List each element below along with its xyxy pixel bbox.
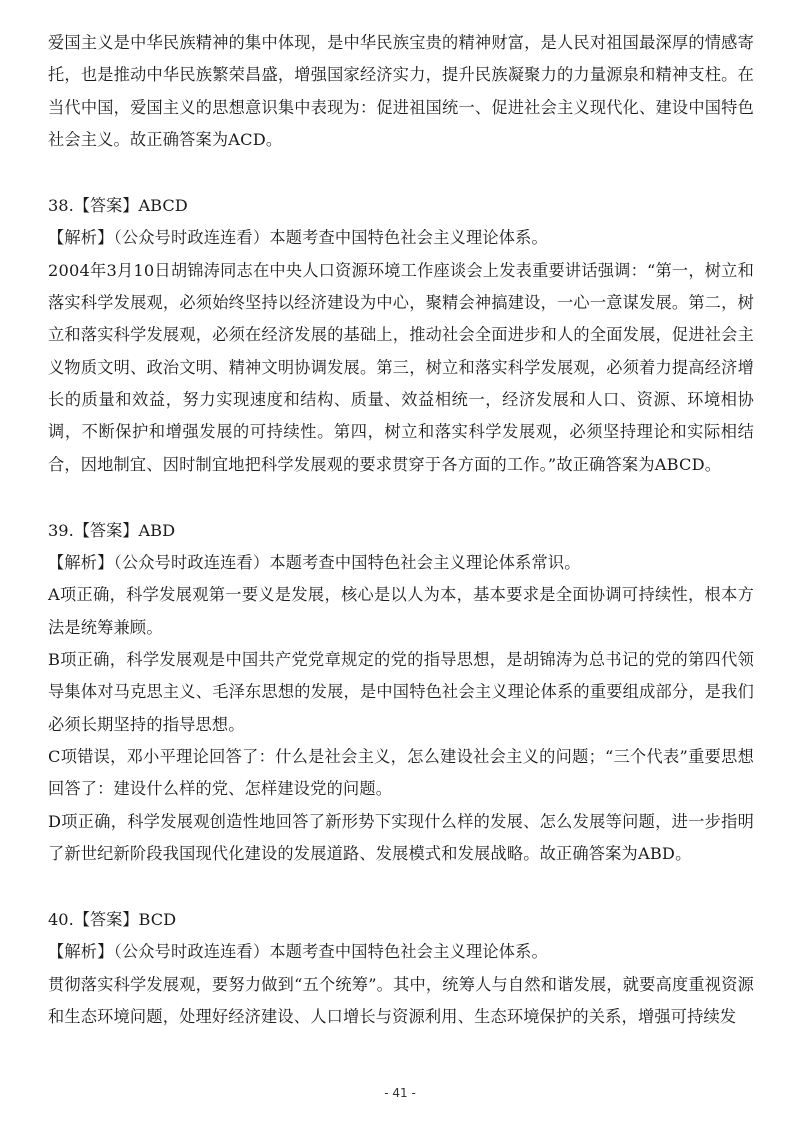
option-c-explanation: C项错误，邓小平理论回答了：什么是社会主义，怎么建设社会主义的问题；“三个代表”重要思想回答了：建设什么样的党、怎样建设党的问题。	[48, 746, 754, 799]
analysis-intro: 【解析】（公众号时政连连看）本题考查中国特色社会主义理论体系。	[48, 942, 548, 962]
analysis-intro: 【解析】（公众号时政连连看）本题考查中国特色社会主义理论体系。	[48, 228, 548, 248]
answer-heading: 38.【答案】ABCD	[48, 196, 188, 216]
analysis-body: 2004年3月10日胡锦涛同志在中央人口资源环境工作座谈会上发表重要讲话强调：“第一，树立和落实科学发展观，必须始终坚持以经济建设为中心，聚精会神搞建设，一心一意谋发展。第二，树立和落实科学发展观，必须在经济发展的基础上，推动社会全面进步和人的全面发展，促进社会主义物质文明、政治文明、精神文明协调发展。第三，树立和落实科学发展观，必须着力提高经济增长的质量和效益，努力实现速度和结构、质量、效益相统一，经济发展和人口、资源、环境相协调，不断保护和增强发展的可持续性。第四，树立和落实科学发展观，必须坚持理论和实际相结合，因地制宜、因时制宜地把科学发展观的要求贯穿于各方面的工作。”故正确答案为ABCD。	[48, 260, 754, 474]
section-gap	[48, 481, 754, 515]
section-gap	[48, 870, 754, 904]
question-38	[48, 190, 754, 481]
analysis-body: 贯彻落实科学发展观，要努力做到“五个统筹”。其中，统筹人与自然和谐发展，就要高度重视资源和生态环境问题，处理好经济建设、人口增长与资源利用、生态环境保护的关系，增强可持续发	[48, 974, 754, 1027]
option-a-explanation: A项正确，科学发展观第一要义是发展，核心是以人为本，基本要求是全面协调可持续性，根本方法是统筹兼顾。	[48, 585, 754, 637]
document-page	[48, 27, 754, 1033]
option-d-explanation: D项正确，科学发展观创造性地回答了新形势下实现什么样的发展、怎么发展等问题，进一步指明了新世纪新阶段我国现代化建设的发展道路、发展模式和发展战略。故正确答案为ABD。	[48, 811, 754, 863]
answer-heading: 39.【答案】ABD	[48, 520, 176, 540]
answer-heading: 40.【答案】BCD	[48, 910, 177, 930]
section-gap	[48, 156, 754, 190]
page-number: - 41 -	[384, 1086, 416, 1100]
question-39	[48, 515, 754, 870]
question-40	[48, 904, 754, 1033]
intro-paragraph: 爱国主义是中华民族精神的集中体现，是中华民族宝贵的精神财富，是人民对祖国最深厚的情感寄托，也是推动中华民族繁荣昌盛，增强国家经济实力，提升民族凝聚力的力量源泉和精神支柱。在当代中国，爱国主义的思想意识集中表现为：促进祖国统一、促进社会主义现代化、建设中国特色社会主义。故正确答案为ACD。	[48, 33, 754, 149]
option-b-explanation: B项正确，科学发展观是中国共产党党章规定的党的指导思想，是胡锦涛为总书记的党的第四代领导集体对马克思主义、毛泽东思想的发展，是中国特色社会主义理论体系的重要组成部分，是我们必须长期坚持的指导思想。	[48, 650, 754, 734]
analysis-intro: 【解析】（公众号时政连连看）本题考查中国特色社会主义理论体系常识。	[48, 553, 581, 573]
